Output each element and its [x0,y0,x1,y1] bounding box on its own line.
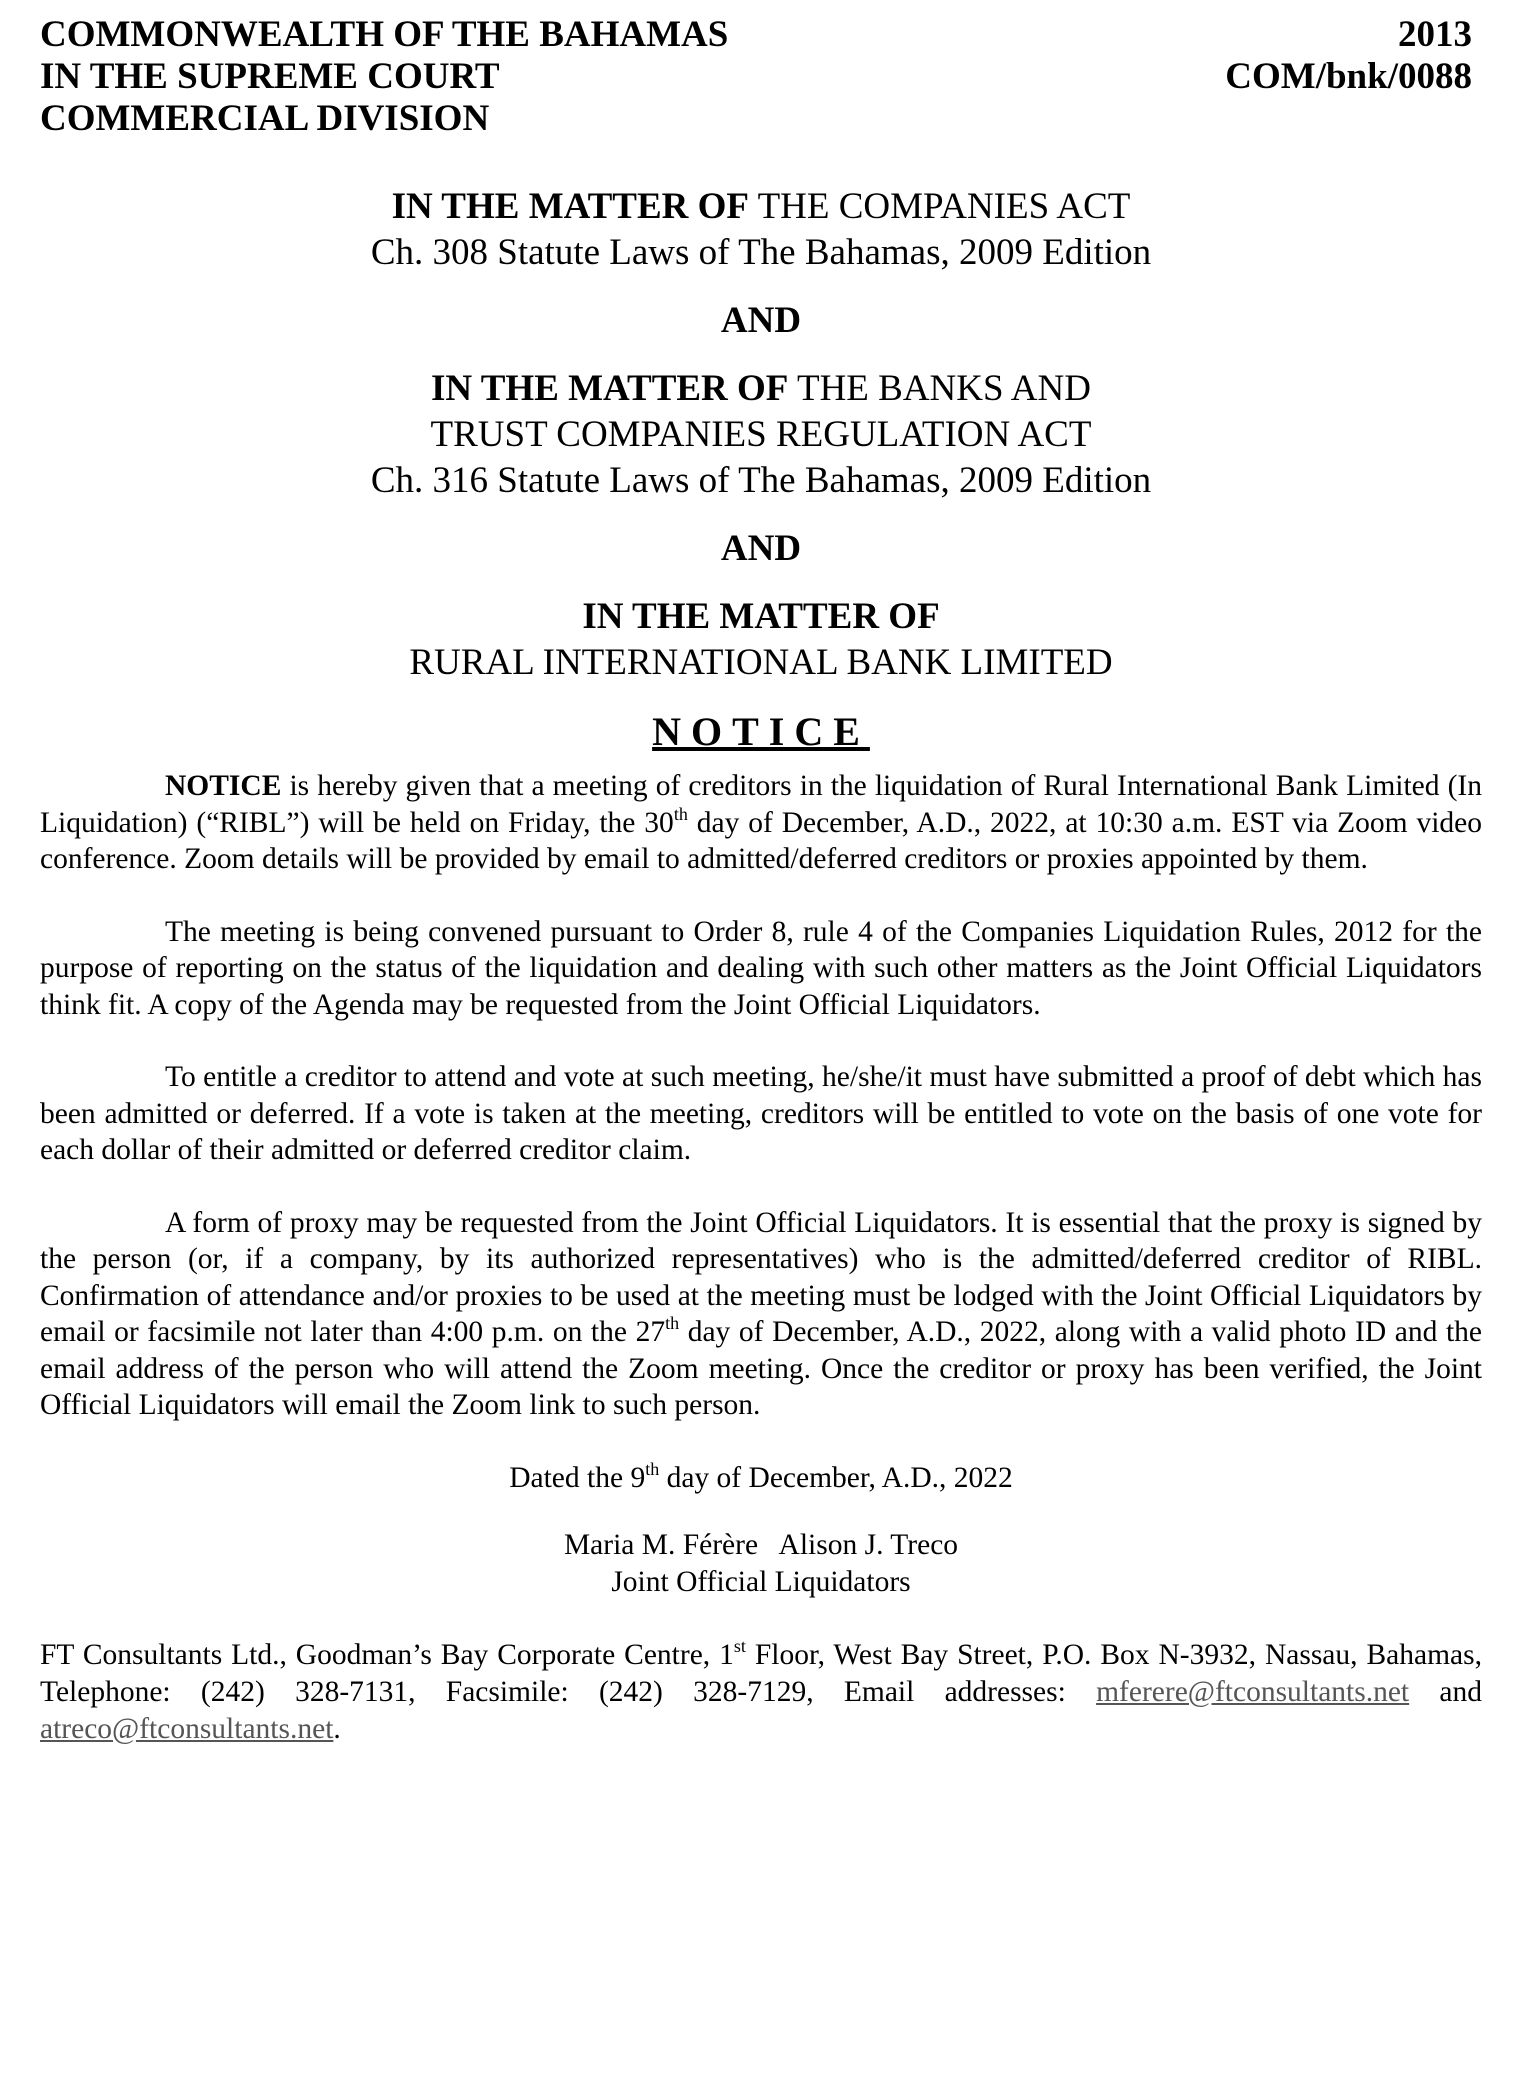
court-header [40,14,1482,140]
and-separator: AND [720,528,802,569]
court-header-left [40,14,728,140]
notice-paragraph-2: The meeting is being convened pursuant to Order 8, rule 4 of the Companies Liquidation Rules, 2012 for the purpose of reporting on the status of the liquidation and dealing with such other matters as the Joint Official Liquidators think fit. A copy of the Agenda may be requested from the Joint Official Liquidators. [40,915,1482,1021]
matter-statute: Ch. 308 Statute Laws of The Bahamas, 2009 Edition [370,232,1152,273]
dated-line: Dated the 9th day of December, A.D., 2022 [509,1458,1013,1494]
matter-act-name-cont: TRUST COMPANIES REGULATION ACT [430,414,1092,455]
matter-bank [40,594,1482,686]
matter-prefix: IN THE MATTER OF [391,186,749,227]
signatory-title: Joint Official Liquidators [611,1565,911,1598]
jurisdiction-line: COMMONWEALTH OF THE BAHAMAS [40,14,729,55]
court-line: IN THE SUPREME COURT [40,56,500,97]
division-line: COMMERCIAL DIVISION [40,98,490,139]
email-link-mferere[interactable]: mferere@ftconsultants.net [1096,1675,1410,1708]
case-year: 2013 [1398,14,1472,55]
notice-paragraph-3: To entitle a creditor to attend and vote at such meeting, he/she/it must have submitted a proof of debt which has been admitted or deferred. If a vote is taken at the meeting, creditors will be entitled to vote on the basis of one vote for each dollar of their admitted or deferred creditor claim. [40,1061,1482,1166]
matter-bank-name: RURAL INTERNATIONAL BANK LIMITED [409,642,1113,683]
and-separator: AND [720,300,802,341]
case-number: COM/bnk/0088 [1225,56,1472,97]
contact-footer: FT Consultants Ltd., Goodman’s Bay Corporate Centre, 1st Floor, West Bay Street, P.O. Box N-3932, Nassau, Bahamas, Telephone: (242) 328-7131, Facsimile: (242) 328-7129, Email addresses: mferere@ftconsultants.net and atreco@ftconsultants.net. [40,1635,1483,1745]
matter-statute: Ch. 316 Statute Laws of The Bahamas, 2009 Edition [370,460,1152,501]
signatory-names: Maria M. Férère Alison J. Treco [563,1528,959,1561]
notice-title: NOTICE [652,709,870,754]
matter-banks-act [40,366,1482,504]
matter-prefix: IN THE MATTER OF [582,596,940,637]
notice-paragraph-1: NOTICE is hereby given that a meeting of creditors in the liquidation of Rural International Bank Limited (In Liquidation) (“RIBL”) will be held on Friday, the 30th day of December, A.D., 2022, at 10:30 a.m. EST via Zoom video conference. Zoom details will be provided by email to admitted/deferred creditors or proxies appointed by them. [40,770,1482,875]
notice-lead: NOTICE [165,770,282,802]
matter-act-name: THE COMPANIES ACT [748,186,1131,227]
matter-act-name: THE BANKS AND [788,368,1091,409]
matter-companies-act [40,184,1482,276]
email-link-atreco[interactable]: atreco@ftconsultants.net [40,1712,334,1745]
matter-prefix: IN THE MATTER OF [431,368,789,409]
notice-page [40,14,1482,2084]
notice-paragraph-4: A form of proxy may be requested from the Joint Official Liquidators. It is essential that the proxy is signed by the person (or, if a company, by its authorized representatives) who is the admitted/deferred creditor of RIBL. Confirmation of attendance and/or proxies to be used at the meeting must be lodged with the Joint Official Liquidators by email or facsimile not later than 4:00 p.m. on the 27th day of December, A.D., 2022, along with a valid photo ID and the email address of the person who will attend the Zoom meeting. Once the creditor or proxy has been verified, the Joint Official Liquidators will email the Zoom link to such person. [40,1206,1482,1421]
case-reference [1225,14,1472,140]
